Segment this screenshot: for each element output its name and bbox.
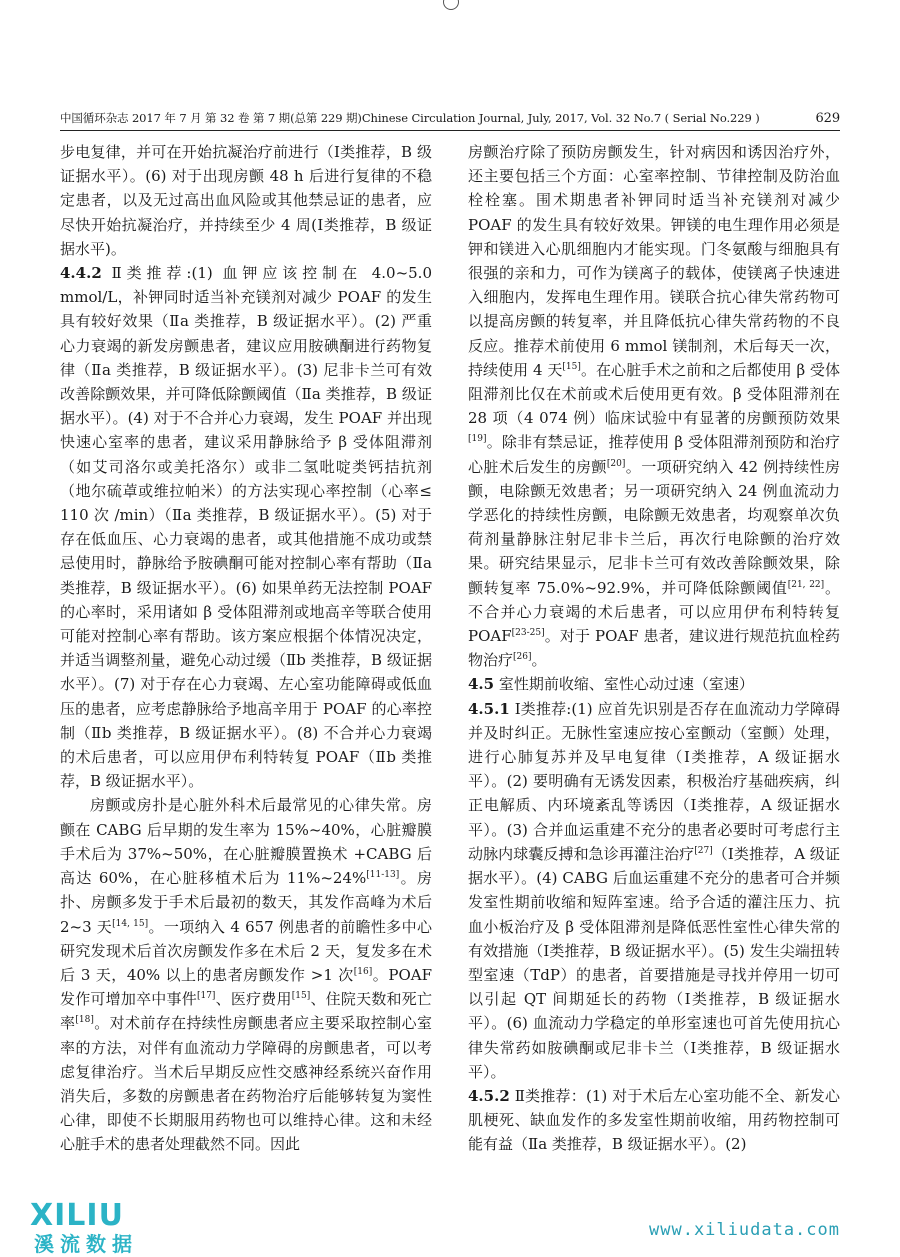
- right-column: [468, 140, 840, 1157]
- text-run: 。房扑、房颤多发于手术后最初的数天，其发作高峰为术后 2~3 天: [60, 869, 432, 936]
- reference[interactable]: [26]: [513, 652, 532, 663]
- reference[interactable]: [16]: [353, 966, 373, 977]
- text-run: 。不合并心力衰竭的术后患者，可以应用伊布利特转复 POAF: [468, 578, 840, 646]
- text-run: 。POAF 发作可增加卒中事件: [60, 965, 432, 1009]
- section-4-4-2: [60, 261, 432, 793]
- text-run: 房颤治疗除了预防房颤发生，针对病因和诱因治疗外，还主要包括三个方面：心室率控制、节律控制及防治血栓栓塞。围术期患者补钾同时适当补充镁剂对减少 POAF 的发生具有较好效果。钾镁的电生理作用必须是钾和镁进入心肌细胞内才能实现。门冬氨酸与细胞具有很强的亲和力，可作为镁离子的载体，使镁离子快速进入细胞内，发挥电生理作用。镁联合抗心律失常药物可以提高房颤的转复率，并且降低抗心律失常药物的不良反应。推荐术前使用 6 mmol 镁制剂，术后每天一次，持续使用 4 天: [468, 143, 840, 379]
- reference[interactable]: [19]: [468, 434, 487, 445]
- reference[interactable]: [15]: [291, 991, 311, 1002]
- reference[interactable]: [15]: [562, 361, 581, 372]
- text-run: 、住院天数和死亡率: [60, 990, 432, 1033]
- reference[interactable]: [17]: [196, 991, 216, 1002]
- binding-hole-mark: [443, 0, 459, 10]
- section-text: Ⅱ类推荐：(1) 对于术后左心室功能不全、新发心肌梗死、缺血发作的多发室性期前收缩，用药物控制可能有益（Ⅱa 类推荐，B 级证据水平）。(2): [468, 1086, 840, 1154]
- paragraph: [60, 793, 432, 1156]
- watermark-url[interactable]: www.xiliudata.com: [649, 1220, 840, 1240]
- running-header: [60, 108, 840, 131]
- section-number: 4.5: [468, 675, 495, 694]
- text-run: 。一项纳入 4 657 例患者的前瞻性多中心研究发现术后首次房颤发作多在术后 2 天，复发多在术后 3 天，40% 以上的患者房颤发作 >1 次: [60, 917, 432, 984]
- left-column: [60, 140, 432, 1157]
- logo-chinese-name: 溪流数据: [34, 1232, 138, 1256]
- text-run: 。除非有禁忌证，推荐使用 β 受体阻滞剂预防和治疗心脏术后发生的房颤: [468, 433, 840, 476]
- logo-wordmark: XILIU: [30, 1198, 124, 1233]
- text-run: 。一项研究纳入 42 例持续性房颤，电除颤无效患者；另一项研究纳入 24 例血流动力学恶化的持续性房颤，电除颤无效患者，均观察单次负荷剂量静脉注射尼非卡兰后，再次行电除颤的治疗效果。研究结果显示，尼非卡兰可有效改善除颤效果，除颤转复率 75.0%~92.9%，并可降低除颤阈值: [468, 457, 840, 597]
- section-title: 室性期前收缩、室性心动过速（室速）: [498, 675, 754, 694]
- paragraph: 步电复律，并可在开始抗凝治疗前进行（Ⅰ类推荐，B 级证据水平）。(6) 对于出现房颤 48 h 后进行复律的不稳定患者，以及无过高出血风险或其他禁忌证的患者，应尽快开始抗凝治疗，并持续至少 4 周(Ⅰ类推荐，B 级证据水平)。: [60, 143, 432, 258]
- text-run: 房颤或房扑是心脏外科术后最常见的心律失常。房颤在 CABG 后早期的发生率为 15%~40%，心脏瓣膜手术后为 37%~50%，在心脏瓣膜置换术 +CABG 后高达 60%，在心脏移植术后为 11%~24%: [60, 796, 432, 888]
- text-run: 。: [531, 651, 547, 670]
- reference[interactable]: [14, 15]: [112, 918, 149, 929]
- section-text: Ⅱ类推荐:(1) 血钾应该控制在 4.0~5.0 mmol/L，补钾同时适当补充镁剂对减少 POAF 的发生具有较好效果（Ⅱa 类推荐，B 级证据水平）。(2) 严重心力衰竭的新发房颤患者，建议应用胺碘酮进行药物复律（Ⅱa 类推荐，B 级证据水平）。(3) 尼非卡兰可有效改善除颤效果，并可降低除颤阈值（Ⅱa 类推荐，B 级证据水平）。(4) 对于不合并心力衰竭，发生 POAF 并出现快速心室率的患者，建议采用静脉给予 β 受体阻滞剂（如艾司洛尔或美托洛尔）或非二氢吡啶类钙拮抗剂（地尔硫䓬或维拉帕米）的方法实现心率控制（心率≤ 110 次 /min）（Ⅱa 类推荐，B 级证据水平）。(5) 对于存在低血压、心力衰竭的患者，或其他措施不成功或禁忌使用时，静脉给予胺碘酮可能对控制心率有帮助（Ⅱa 类推荐，B 级证据水平）。(6) 如果单药无法控制 POAF 的心率时，采用诸如 β 受体阻滞剂或地高辛等联合使用可能对控制心率有帮助。该方案应根据个体情况决定，并适当调整剂量，避免心动过缓（Ⅱb 类推荐，B 级证据水平）。(7) 对于存在心力衰竭、左心室功能障碍或低血压的患者，应考虑静脉给予地高辛用于 POAF 的心率控制（Ⅱb 类推荐，B 级证据水平）。(8) 不合并心力衰竭的术后患者，可以应用伊布利特转复 POAF（Ⅱb 类推荐，B 级证据水平）。: [60, 264, 432, 791]
- page-number: 629: [815, 111, 840, 126]
- section-number: 4.5.2: [468, 1086, 510, 1105]
- reference[interactable]: [21, 22]: [787, 579, 825, 590]
- section-number: 4.4.2: [60, 264, 102, 283]
- section-text: （Ⅰ类推荐，A 级证据水平）。(4) CABG 后血运重建不充分的患者可合并频发室性期前收缩和短阵室速。给予合适的灌注压力、抗血小板治疗及 β 受体阻滞剂是降低恶性室性心律失常的有效措施（Ⅰ类推荐，B 级证据水平）。(5) 发生尖端扭转型室速（TdP）的患者，首要措施是寻找并停用一切可以引起 QT 间期延长的药物（Ⅰ类推荐，B 级证据水平）。(6) 血流动力学稳定的单形室速也可首先使用抗心律失常药如胺碘酮或尼非卡兰（Ⅰ类推荐，B 级证据水平）。: [468, 844, 840, 1081]
- watermark-logo: [30, 1198, 200, 1254]
- section-4-5-heading: [468, 672, 840, 696]
- reference[interactable]: [18]: [75, 1015, 94, 1026]
- text-run: 。在心脏手术之前和之后都使用 β 受体阻滞剂比仅在术前或术后使用更有效。β 受体阻滞剂在 28 项（4 074 例）临床试验中有显著的房颤预防效果: [468, 360, 840, 428]
- journal-citation: 中国循环杂志 2017 年 7 月 第 32 卷 第 7 期(总第 229 期)Chinese Circulation Journal, July, 2017, Vol. 32 No.7 ( Serial No.229 ): [60, 111, 760, 125]
- section-number: 4.5.1: [468, 699, 510, 718]
- paragraph: [468, 140, 840, 672]
- text-run: 、医疗费用: [215, 990, 292, 1009]
- reference[interactable]: [11-13]: [366, 870, 400, 881]
- section-text: Ⅰ类推荐:(1) 应首先识别是否存在血流动力学障碍并及时纠正。无脉性室速应按心室颤动（室颤）处理，进行心肺复苏并及早电复律（Ⅰ类推荐，A 级证据水平）。(2) 要明确有无诱发因素，积极治疗基础疾病，纠正电解质、内环境紊乱等诱因（Ⅰ类推荐，A 级证据水平）。(3) 合并血运重建不充分的患者必要时可考虑行主动脉内球囊反搏和急诊再灌注治疗: [468, 699, 840, 863]
- text-run: 。对术前存在持续性房颤患者应主要采取控制心室率的方法，对伴有血流动力学障碍的房颤患者，可以考虑复律治疗。当术后早期反应性交感神经系统兴奋作用消失后，多数的房颤患者在药物治疗后能够转复为窦性心律，即使不长期服用药物也可以维持心律。这和未经心脏手术的患者处理截然不同。因此: [60, 1014, 432, 1154]
- reference[interactable]: [23-25]: [511, 628, 545, 639]
- section-4-5-2: [468, 1084, 840, 1157]
- text-run: 。对于 POAF 患者，建议进行规范抗血栓药物治疗: [468, 627, 840, 670]
- section-4-5-1: [468, 697, 840, 1084]
- reference[interactable]: [27]: [694, 845, 713, 856]
- reference[interactable]: [20]: [606, 458, 626, 469]
